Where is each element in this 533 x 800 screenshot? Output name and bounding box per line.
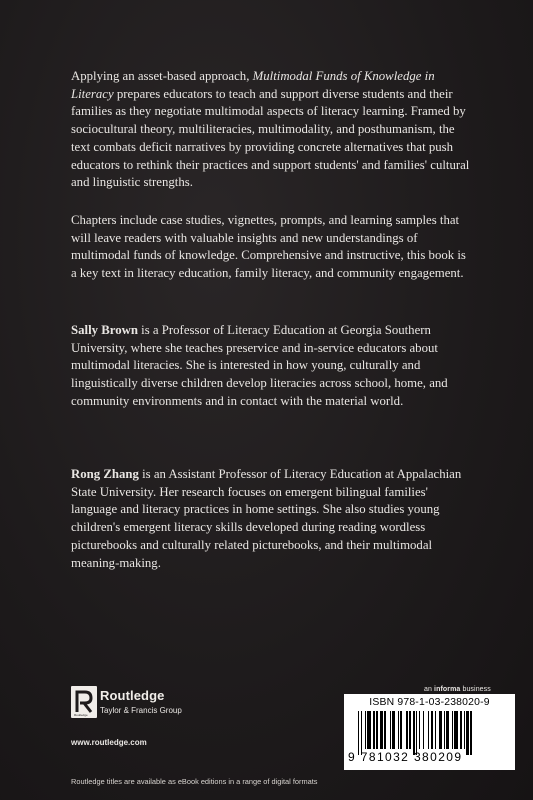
barcode-bar (419, 711, 420, 749)
barcode-bar (384, 711, 385, 749)
informa-business-tag (424, 686, 491, 693)
informa-suffix: business (460, 686, 491, 693)
routledge-logo-icon (71, 686, 97, 718)
barcode-bar (452, 711, 453, 749)
logo-vertical-text: Routledge (74, 713, 88, 717)
barcode-bar (380, 711, 383, 749)
barcode-bar (454, 711, 458, 749)
barcode-bar (464, 711, 465, 749)
isbn-label: ISBN 978-1-03-238020-9 (369, 697, 490, 708)
barcode-bar (409, 711, 410, 749)
barcode-bar (365, 711, 366, 749)
barcode-bars (358, 711, 508, 749)
barcode-bar (416, 711, 417, 755)
author-bio-text-2: is an Assistant Professor of Literacy Education at Appalachian State University. Her research focuses on emergent bilingual families' language and literacy practices in home settings. She also studies young children's emergent literacy skills developed during reading wordless picturebooks and culturally related picturebooks, and their multimodal meaning-making. (71, 467, 462, 570)
ebook-availability-note: Routledge titles are available as eBook editions in a range of digital formats (71, 777, 318, 786)
barcode-bar (376, 711, 377, 749)
publisher-url[interactable]: www.routledge.com (71, 738, 147, 747)
author-bio-1 (71, 322, 471, 411)
publisher-group: Taylor & Francis Group (100, 706, 182, 715)
barcode-bar (367, 711, 371, 749)
description-paragraph-1 (71, 68, 471, 192)
author-name-1: Sally Brown (71, 323, 138, 337)
barcode-bar (435, 711, 436, 749)
publisher-name: Routledge (100, 688, 165, 703)
barcode-bar (406, 711, 409, 749)
barcode-bar (444, 711, 445, 749)
barcode-bar (439, 711, 443, 749)
informa-brand: informa (434, 686, 461, 693)
barcode-bar (413, 711, 414, 755)
informa-prefix: an (424, 686, 435, 693)
barcode-bar (431, 711, 434, 749)
barcode-bar (460, 711, 463, 749)
book-title-italic: Multimodal Funds of Knowledge in Literacy (71, 69, 435, 101)
barcode-bar (446, 711, 449, 749)
barcode-bar (373, 711, 376, 749)
barcode-bar (466, 711, 469, 755)
barcode-bar (400, 711, 401, 749)
description-paragraph-2: Chapters include case studies, vignettes, prompts, and learning samples that will leave readers with valuable insights and new understandings of multimodal funds of knowledge. Comprehensive and instructive, this book is a key text in literacy education, family literacy, and community engagement. (71, 213, 466, 281)
author-bio-text-1: is a Professor of Literacy Education at Georgia Southern University, where she teaches preservice and in-service educators about multimodal literacies. She is interested in how young, culturally and linguistically diverse children develop literacies across school, home, and community environments and in contact with the material world. (71, 323, 448, 408)
barcode-bar (428, 711, 429, 749)
description-lead: Applying an asset-based approach, (71, 69, 253, 83)
barcode-bar (358, 711, 359, 755)
barcode-bar (390, 711, 391, 749)
author-bio-2 (71, 466, 471, 572)
barcode-digits: 9 781032 380209 (348, 750, 463, 764)
description-rest: prepares educators to teach and support diverse students and their families as they negotiate multimodal aspects of literacy learning. Framed by sociocultural theory, multiliteracies, multimodality, and posthumanism, the text combats deficit narratives by providing concrete alternatives that push educators to rethink their practices and support students' and families' cultural and linguistic strengths. (71, 86, 470, 190)
barcode-bar (361, 711, 362, 755)
barcode-bar (392, 711, 395, 749)
barcode-bar (423, 711, 424, 749)
isbn-barcode (344, 694, 515, 770)
barcode-bar (398, 711, 399, 749)
author-name-2: Rong Zhang (71, 467, 139, 481)
barcode-bar (470, 711, 471, 755)
